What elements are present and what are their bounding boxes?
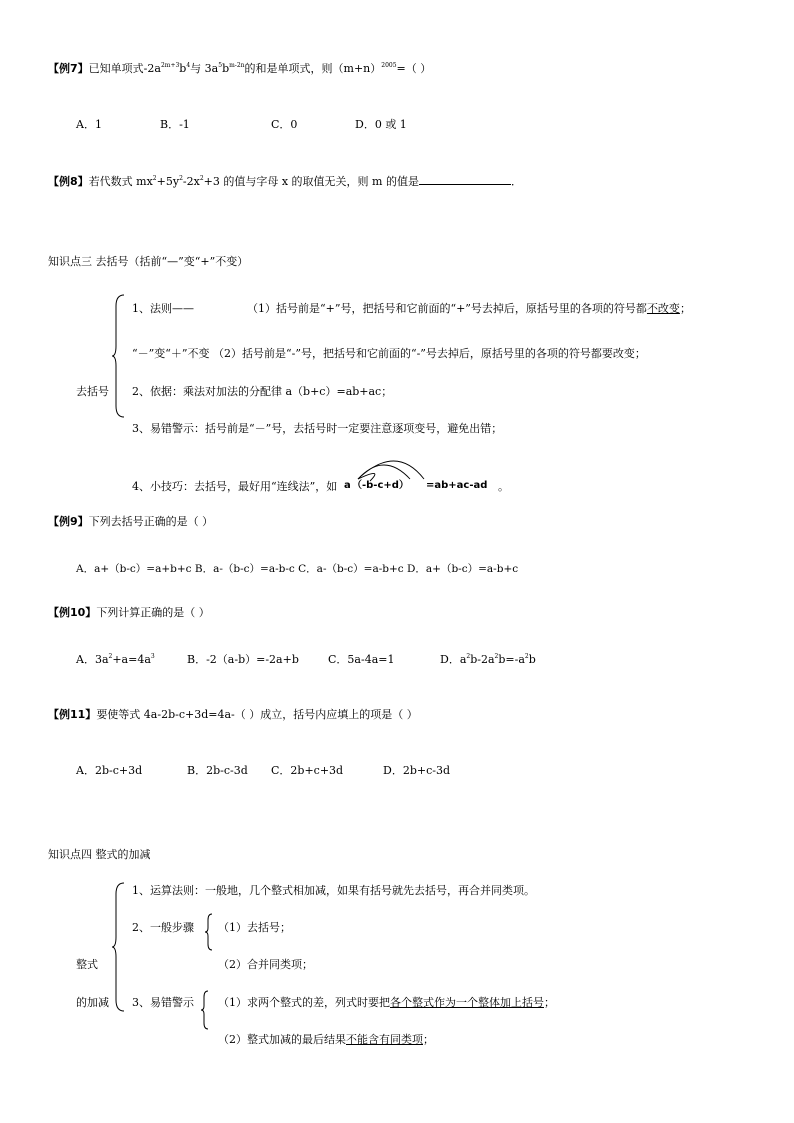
basis-text: 2、依据：乘法对加法的分配律 a（b+c）=ab+ac； [132, 385, 393, 398]
question-text: b [222, 62, 230, 75]
curly-brace-small [200, 990, 210, 1030]
exponent: 2005 [381, 62, 397, 69]
exponent: m-2n [229, 62, 245, 69]
steps-label: 2、一般步骤 [132, 921, 194, 934]
option-d: D．2b+c-3d [383, 764, 450, 777]
option-a [76, 653, 155, 667]
formula-result: =ab+ac-ad [426, 480, 488, 491]
section-label: 去括号 [76, 385, 109, 398]
option-d: D．0 或 1 [355, 118, 407, 131]
curly-brace-small [204, 913, 214, 951]
question-text: 与 3a [190, 62, 219, 75]
question-text: 的和是单项式，则（m+n） [244, 62, 382, 75]
step-2: （2）合并同类项； [218, 958, 313, 971]
option-a: A．1 [76, 118, 102, 131]
exponent: 2 [494, 653, 499, 660]
question-text: 已知单项式-2a [88, 62, 161, 75]
answer-blank [419, 173, 511, 185]
exponent: 2 [466, 653, 471, 660]
warning-text: ； [423, 1033, 434, 1046]
step-1: （1）去括号； [218, 921, 291, 934]
example-9-options: A．a+（b-c）=a+b+c B．a-（b-c）=a-b-c C．a-（b-c）=a-b+c D．a+（b-c）=a-b+c [76, 563, 519, 575]
exponent: 2 [108, 653, 113, 660]
section-label-1: 整式 [76, 958, 98, 971]
exponent: 3 [150, 653, 155, 660]
question-text: 下列去括号正确的是（ ） [88, 515, 214, 528]
question-text: =（ ） [396, 62, 432, 75]
knowledge-point-4-title: 知识点四 整式的加减 [48, 848, 151, 861]
underlined-text: 不能含有同类项 [346, 1033, 423, 1046]
option-b: B．-1 [160, 118, 190, 131]
question-text: 下列计算正确的是（ ） [96, 606, 210, 619]
option-text: b-2a [470, 653, 495, 666]
example-7-question [48, 62, 431, 76]
option-c: C．2b+c+3d [271, 764, 344, 777]
warning-text: 3、易错警示：括号前是“－”号，去括号时一定要注意逐项变号，避免出错； [132, 422, 503, 435]
question-text: 要使等式 4a-2b-c+3d=4a-（ ）成立，括号内应填上的项是（ ） [96, 708, 418, 721]
tip-end: 。 [498, 480, 509, 493]
tip-label: 4、小技巧：去括号，最好用“连线法”，如 [132, 480, 338, 493]
connection-method-formula [344, 457, 504, 497]
example-tag: 【例9】 [48, 515, 89, 528]
warning-text: （2）整式加减的最后结果 [218, 1033, 346, 1046]
example-11-question [48, 708, 418, 722]
warning-1 [218, 996, 555, 1010]
option-a: A．2b-c+3d [76, 764, 143, 777]
exponent: 2 [152, 175, 157, 182]
question-text: ． [510, 175, 522, 188]
option-b: B．2b-c-3d [187, 764, 248, 777]
warning-text: （1）求两个整式的差，列式时要把 [218, 996, 390, 1009]
rule-text: （1）括号前是“+”号，把括号和它前面的“+”号去掉后，原括号里的各项的符号都 [247, 302, 647, 315]
example-tag: 【例7】 [48, 62, 89, 75]
question-text: b [179, 62, 187, 75]
question-text: +5y [156, 175, 180, 188]
question-text: +3 的值与字母 x 的取值无关，则 m 的值是 [203, 175, 419, 188]
option-c: C．0 [271, 118, 298, 131]
section-label-2: 的加减 [76, 996, 109, 1009]
curly-brace [112, 882, 126, 1012]
warning-text: ； [544, 996, 555, 1009]
exponent: 2 [179, 175, 183, 182]
question-text: 若代数式 mx [88, 175, 153, 188]
example-8-question [48, 173, 522, 189]
tip-text [132, 480, 337, 494]
rule-detail-2: “－”变“＋”不变 （2）括号前是“-”号，把括号和它前面的“-”号去掉后，原括号里的各项的符号都要改变； [132, 347, 646, 360]
example-tag: 【例11】 [48, 708, 97, 721]
curly-brace [112, 294, 126, 418]
operation-rule: 1、运算法则：一般地，几个整式相加减，如果有括号就先去括号，再合并同类项。 [132, 884, 535, 897]
option-text: A．3a [76, 653, 109, 666]
exponent: 2 [199, 175, 204, 182]
example-tag: 【例10】 [48, 606, 97, 619]
option-text: D．a [440, 653, 467, 666]
rule-detail-1 [247, 302, 691, 316]
warning-2 [218, 1033, 434, 1047]
exponent: 2m+3 [160, 62, 180, 69]
option-c: C．5a-4a=1 [328, 653, 395, 666]
exponent: 5 [218, 62, 223, 69]
knowledge-point-3-title: 知识点三 去括号（括前“—”变“+”不变） [48, 255, 249, 268]
underlined-text: 不改变 [646, 302, 680, 315]
formula-factor: a [344, 480, 351, 491]
example-tag: 【例8】 [48, 175, 89, 188]
example-9-question [48, 515, 213, 529]
exponent: 2 [524, 653, 529, 660]
option-text: b [528, 653, 536, 666]
example-10-question [48, 606, 210, 620]
option-b: B．-2（a-b）=-2a+b [187, 653, 299, 666]
underlined-text: 各个整式作为一个整体加上括号 [390, 996, 544, 1009]
rule-label: 1、法则—— [132, 302, 194, 315]
option-d [440, 653, 536, 667]
warning-label: 3、易错警示 [132, 996, 194, 1009]
option-text: b=-a [498, 653, 525, 666]
option-text: +a=4a [112, 653, 151, 666]
exponent: 4 [186, 62, 191, 69]
formula-expression: （-b-c+d） [352, 480, 409, 491]
question-text: -2x [182, 175, 200, 188]
rule-text: ； [679, 302, 691, 315]
